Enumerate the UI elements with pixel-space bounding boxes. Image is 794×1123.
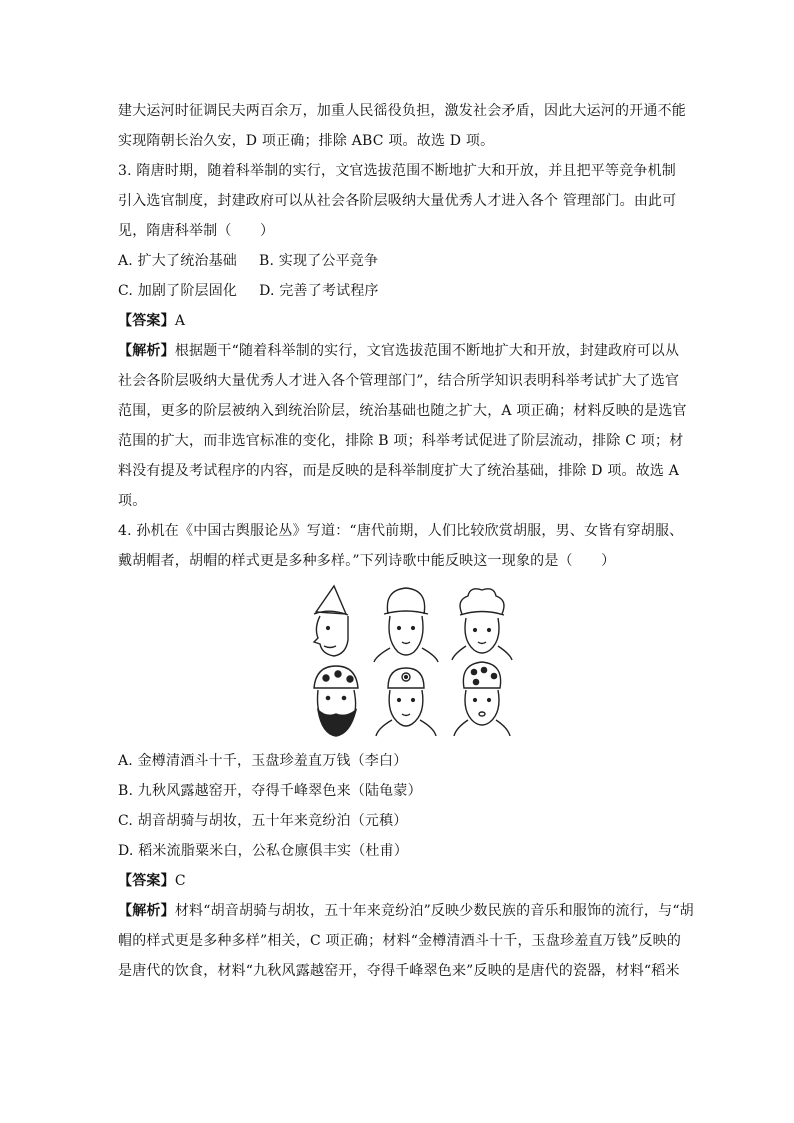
option-d: D. 稻米流脂粟米白，公私仓廪俱丰实（杜甫） — [118, 843, 409, 859]
option-c: C. 加剧了阶层固化 — [118, 283, 238, 299]
analysis-line: 是唐代的饮食，材料“九秋风露越窑开，夺得千峰翠色来”反映的是唐代的瓷器，材料“稻米 — [118, 963, 680, 979]
question-4 — [118, 516, 694, 986]
portrait-bearded-dotted-cap — [314, 666, 358, 736]
intro-line: 实现隋朝长治久安，D 项正确；排除 ABC 项。故选 D 项。 — [118, 133, 495, 149]
hu-hat-portraits-illustration — [306, 584, 518, 738]
options-row — [118, 276, 684, 306]
portrait-flame-hat — [452, 589, 512, 660]
portrait-round-face-cap — [376, 668, 436, 736]
question-stem-line: 戴胡帽者，胡帽的样式更是多种多样。”下列诗歌中能反映这一现象的是（ ） — [118, 553, 616, 569]
option-b: B. 九秋风露越窑开，夺得千峰翠色来（陆龟蒙） — [118, 783, 422, 799]
option-d: D. 完善了考试程序 — [259, 283, 379, 299]
hu-hat-portraits-icon — [306, 584, 518, 738]
analysis-line: 帽的样式更是多种多样”相关，C 项正确；材料“金樽清酒斗十千，玉盘珍羞直万钱”反映的 — [118, 933, 682, 949]
analysis-line: 范围，更多的阶层被纳入到统治阶层，统治基础也随之扩大，A 项正确；材料反映的是选官 — [118, 403, 687, 419]
option-a: A. 扩大了统治基础 — [118, 253, 238, 269]
analysis-line: 项。 — [118, 493, 147, 509]
document-page — [118, 96, 694, 986]
intro-line: 建大运河时征调民夫两百余万，加重人民徭役负担，激发社会矛盾，因此大运河的开通不能 — [118, 103, 686, 119]
analysis-line — [118, 336, 684, 366]
portrait-pointed-hat — [314, 586, 348, 656]
answer-label: 【答案】 — [118, 313, 175, 329]
question-stem-line: 见，隋唐科举制（ ） — [118, 223, 275, 239]
option-a: A. 金樽清酒斗十千，玉盘珍羞直万钱（李白） — [118, 753, 408, 769]
answer-label: 【答案】 — [118, 873, 175, 889]
question-3 — [118, 156, 687, 516]
analysis-line: 范围的扩大，而非选官标准的变化，排除 B 项；科举考试促进了阶层流动，排除 C 项；材 — [118, 433, 684, 449]
answer-value: C — [174, 873, 186, 889]
question-stem-line: 3. 隋唐时期，随着科举制的实行，文官选拔范围不断地扩大和开放，并且把平等竞争机制 — [118, 163, 677, 179]
answer-value: A — [174, 313, 186, 329]
answer-line — [118, 866, 684, 896]
analysis-text: 根据题干“随着科举制的实行，文官选拔范围不断地扩大和开放，封建政府可以从 — [174, 343, 680, 359]
analysis-text: 材料“胡音胡骑与胡妆，五十年来竞纷泊”反映少数民族的音乐和服饰的流行，与“胡 — [174, 903, 694, 919]
question-stem-line: 引入选官制度，封建政府可以从社会各阶层吸纳大量优秀人才进入各个 管理部门。由此可 — [118, 193, 677, 209]
option-b: B. 实现了公平竞争 — [259, 253, 379, 269]
portrait-dotted-tall-cap — [454, 662, 510, 736]
option-c: C. 胡音胡骑与胡妆，五十年来竞纷泊（元稹） — [118, 813, 408, 829]
answer-line — [118, 306, 684, 336]
analysis-label: 【解析】 — [118, 343, 175, 359]
analysis-line: 料没有提及考试程序的内容，而是反映的是科举制度扩大了统治基础，排除 D 项。故选 A — [118, 463, 680, 479]
portrait-rounded-cap — [374, 588, 438, 662]
question-stem-line: 4. 孙机在《中国古舆服论丛》写道：“唐代前期，人们比较欣赏胡服，男、女皆有穿胡服、 — [118, 523, 684, 539]
analysis-line — [118, 896, 694, 926]
analysis-line: 社会各阶层吸纳大量优秀人才进入各个管理部门”，结合所学知识表明科举考试扩大了选官 — [118, 373, 680, 389]
analysis-label: 【解析】 — [118, 903, 175, 919]
options-row — [118, 246, 684, 276]
